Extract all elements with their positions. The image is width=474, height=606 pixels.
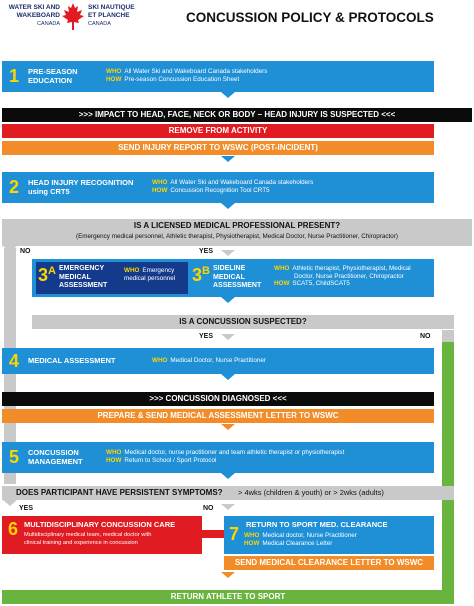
step-5-details: WHO Medical doctor, nurse practitioner and team athletic therapist or physiotherapist HOW Return to School / Sport Protocol — [106, 449, 345, 464]
arrow-down-icon — [3, 246, 17, 252]
step-6-connector — [202, 530, 224, 538]
yes-label: YES — [19, 505, 34, 512]
right-green-connector — [442, 342, 454, 592]
question-suspected: IS A CONCUSSION SUSPECTED? — [32, 315, 454, 329]
step-6-title: MULTIDISCIPLINARY CONCUSSION CARE — [24, 520, 176, 529]
step-7-details: WHO Medical doctor, Nurse Practitioner HOW Medical Clearance Letter — [244, 532, 357, 547]
step-6-box — [2, 516, 202, 554]
step-1-number: 1 — [9, 66, 20, 86]
step-3b-number: $3^B$ — [192, 265, 210, 285]
impact-bar: >>> IMPACT TO HEAD, FACE, NECK OR BODY – HEAD INJURY IS SUSPECTED <<< — [2, 108, 472, 122]
step-2-details: WHO All Water Ski and Wakeboard Canada stakeholders HOW Concussion Recognition Tool CRT5 — [152, 179, 314, 194]
step-6-details: Multidisciplinary medical team, medical doctor with clinical training and experience in concussion — [24, 532, 152, 546]
step-3a-number: $3^A$ — [38, 265, 56, 285]
step-3b-box — [190, 262, 432, 294]
question-professional-sub: (Emergency medical personnel, Athletic therapist, Physiotherapist, Medical Doctor, Nurse Practitioner, Chiropractor) — [76, 233, 398, 240]
remove-bar: REMOVE FROM ACTIVITY — [2, 124, 434, 138]
arrow-down-icon — [221, 572, 235, 578]
question-persistent-sub: > 4wks (children & youth) or > 2wks (adults) — [238, 488, 384, 497]
arrow-down-icon — [221, 473, 235, 479]
step-4-title: MEDICAL ASSESSMENT — [28, 356, 116, 365]
step-4-details: WHO Medical Doctor, Nurse Practitioner — [152, 357, 266, 364]
arrow-down-icon — [221, 504, 235, 510]
arrow-down-icon — [3, 500, 17, 506]
diagnosed-bar: >>> CONCUSSION DIAGNOSED <<< — [2, 392, 434, 406]
step-2-title: HEAD INJURY RECOGNITION using CRT5 — [28, 178, 134, 196]
arrow-down-icon — [221, 250, 235, 256]
step-3a-title: EMERGENCY MEDICAL ASSESSMENT — [59, 265, 108, 289]
arrow-down-icon — [221, 92, 235, 98]
arrow-down-icon — [221, 374, 235, 380]
question-professional: IS A LICENSED MEDICAL PROFESSIONAL PRESENT? (Emergency medical personnel, Athletic therapist, Physiotherapist, Medical Doctor, Nurse Practitioner, Chiropractor) — [2, 219, 472, 246]
send-report-bar: SEND INJURY REPORT TO WSWC (POST-INCIDENT) — [2, 141, 434, 155]
header — [0, 0, 474, 44]
step-5-number: 5 — [9, 447, 20, 467]
step-4-box — [2, 348, 434, 374]
step-6-number: 6 — [8, 519, 19, 539]
question-persistent-text: DOES PARTICIPANT HAVE PERSISTENT SYMPTOMS? — [16, 488, 223, 497]
step-2-number: 2 — [9, 177, 20, 197]
step-5-box — [2, 442, 434, 473]
step-3b-details: WHO Athletic therapist, Physiotherapist, Medical Doctor, Nurse Practitioner, Chiropractor HOW SCAT5, ChildSCAT5 — [274, 265, 411, 288]
step-1-title: PRE-SEASON EDUCATION — [28, 67, 78, 85]
arrow-down-icon — [221, 334, 235, 340]
step-3a-details: WHO Emergency medical personnel — [124, 267, 176, 282]
step-3b-title: SIDELINE MEDICAL ASSESSMENT — [213, 265, 262, 289]
no-label: NO — [20, 248, 31, 255]
arrow-down-icon — [221, 156, 235, 162]
step-2-box — [2, 172, 434, 203]
step-7-title: RETURN TO SPORT MED. CLEARANCE — [246, 520, 388, 529]
step-1-box — [2, 61, 434, 92]
page-title: CONCUSSION POLICY & PROTOCOLS — [186, 10, 434, 25]
arrow-down-icon — [221, 424, 235, 430]
step-7-box — [224, 516, 434, 554]
logo-right-text: SKI NAUTIQUE ET PLANCHE CANADA — [88, 4, 135, 27]
question-persistent — [2, 486, 454, 500]
step-3a-box — [36, 262, 188, 294]
step-1-details: WHO All Water Ski and Wakeboard Canada stakeholders HOW Pre-season Concussion Education Sheet — [106, 68, 268, 83]
arrow-down-icon — [221, 297, 235, 303]
logo-left-text: WATER SKI AND WAKEBOARD CANADA — [8, 4, 60, 27]
arrow-down-icon — [221, 203, 235, 209]
send-clearance-bar: SEND MEDICAL CLEARANCE LETTER TO WSWC — [224, 556, 434, 570]
step-4-number: 4 — [9, 351, 20, 371]
prepare-letter-bar: PREPARE & SEND MEDICAL ASSESSMENT LETTER TO WSWC — [2, 409, 434, 423]
no-label: NO — [203, 505, 214, 512]
maple-leaf-icon — [61, 2, 85, 32]
step-5-title: CONCUSSION MANAGEMENT — [28, 448, 83, 466]
yes-label: YES — [199, 248, 214, 255]
yes-label: YES — [199, 333, 214, 340]
return-bar: RETURN ATHLETE TO SPORT — [2, 590, 454, 604]
step-7-number: 7 — [229, 524, 240, 544]
no-label: NO — [420, 333, 431, 340]
